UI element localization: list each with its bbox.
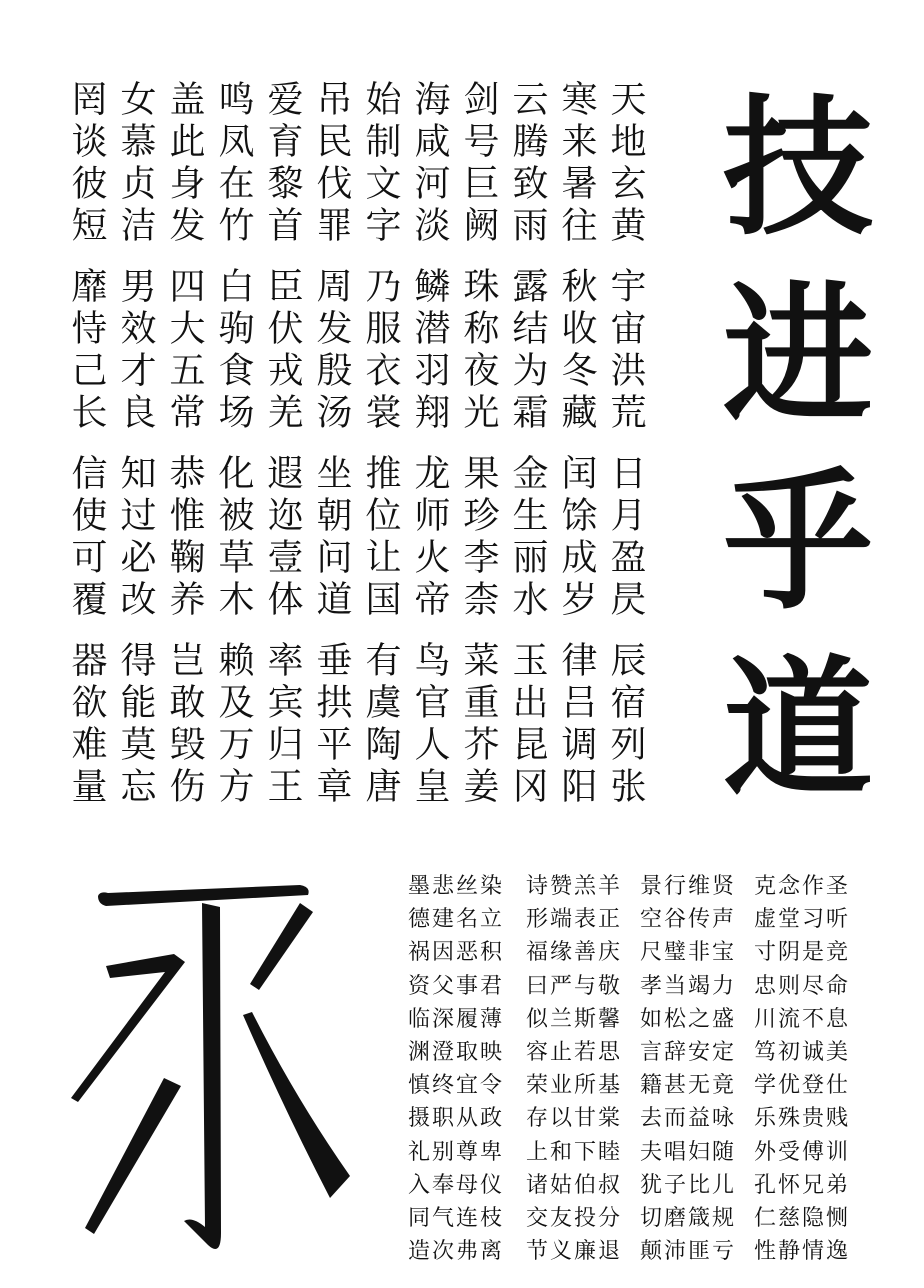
verse-phrase: 上和下睦 bbox=[526, 1139, 623, 1165]
phrase: 金生丽水 bbox=[507, 454, 548, 622]
glyph-stroke-left-turn bbox=[71, 954, 185, 1102]
phrase: 始制文字 bbox=[360, 80, 401, 248]
phrase: 云腾致雨 bbox=[507, 80, 548, 248]
verse-phrase: 似兰斯馨 bbox=[526, 1006, 623, 1032]
phrase: 果珍李柰 bbox=[458, 454, 499, 622]
verse-phrase: 忠则尽命 bbox=[754, 973, 851, 999]
phrase: 垂拱平章 bbox=[311, 641, 352, 809]
verse-phrase: 墨悲丝染 bbox=[408, 874, 505, 899]
verse-phrase: 夫唱妇随 bbox=[640, 1139, 737, 1165]
verse-phrase: 临深履薄 bbox=[408, 1006, 505, 1032]
verse-phrase: 虚堂习听 bbox=[754, 907, 851, 933]
text-column bbox=[552, 80, 601, 828]
verse-line bbox=[408, 1202, 868, 1235]
verse-phrase: 言辞安定 bbox=[640, 1039, 737, 1065]
verse-phrase: 资父事君 bbox=[408, 973, 505, 999]
glyph-stroke-left-sweep bbox=[85, 1078, 181, 1234]
verse-phrase: 德建名立 bbox=[408, 907, 505, 933]
verse-phrase: 节义廉退 bbox=[526, 1239, 623, 1265]
verse-phrase: 犹子比儿 bbox=[640, 1172, 737, 1198]
phrase: 秋收冬藏 bbox=[556, 267, 597, 435]
verse-phrase: 颠沛匪亏 bbox=[640, 1239, 737, 1265]
verse-phrase: 礼别尊卑 bbox=[408, 1139, 505, 1165]
text-column bbox=[454, 80, 503, 828]
verse-phrase: 入奉母仪 bbox=[408, 1172, 505, 1198]
glyph-stroke-center-hook bbox=[184, 903, 221, 1249]
phrase: 四大五常 bbox=[164, 267, 205, 435]
phrase: 日月盈昃 bbox=[605, 454, 646, 622]
phrase: 赖及万方 bbox=[213, 641, 254, 809]
phrase: 鳞潜羽翔 bbox=[409, 267, 450, 435]
verse-phrase: 摄职从政 bbox=[408, 1106, 505, 1132]
verse-phrase: 孝当竭力 bbox=[640, 973, 737, 999]
phrase: 信使可覆 bbox=[66, 454, 107, 622]
verse-phrase: 慎终宜令 bbox=[408, 1073, 505, 1099]
verse-line bbox=[408, 903, 868, 936]
verse-line bbox=[408, 1169, 868, 1202]
verse-phrase: 寸阴是竞 bbox=[754, 940, 851, 966]
text-column bbox=[62, 80, 111, 828]
verse-line bbox=[408, 1235, 868, 1268]
verse-phrase: 存以甘棠 bbox=[526, 1106, 623, 1132]
phrase: 天地玄黄 bbox=[605, 80, 646, 248]
verse-phrase: 切磨箴规 bbox=[640, 1205, 737, 1231]
text-column bbox=[209, 80, 258, 828]
verse-phrase: 外受傅训 bbox=[754, 1139, 851, 1165]
text-column bbox=[258, 80, 307, 828]
verse-phrase: 容止若思 bbox=[526, 1039, 623, 1065]
phrase: 剑号巨阙 bbox=[458, 80, 499, 248]
verse-phrase: 诸姑伯叔 bbox=[526, 1172, 623, 1198]
phrase: 推位让国 bbox=[360, 454, 401, 622]
verse-phrase: 如松之盛 bbox=[640, 1006, 737, 1032]
glyph-stroke-right-sweep bbox=[243, 1012, 350, 1198]
verse-line bbox=[408, 1136, 868, 1169]
phrase: 靡恃己长 bbox=[66, 267, 107, 435]
verse-phrase: 笃初诚美 bbox=[754, 1039, 851, 1065]
phrase: 菜重芥姜 bbox=[458, 641, 499, 809]
verse-line bbox=[408, 870, 868, 903]
phrase: 鸣凤在竹 bbox=[213, 80, 254, 248]
phrase: 露结为霜 bbox=[507, 267, 548, 435]
phrase: 率宾归王 bbox=[262, 641, 303, 809]
verse-phrase: 造次弗离 bbox=[408, 1239, 505, 1265]
verse-line bbox=[408, 1102, 868, 1135]
verse-line bbox=[408, 1069, 868, 1102]
verse-phrase: 同气连枝 bbox=[408, 1205, 505, 1231]
verse-phrase: 曰严与敬 bbox=[526, 973, 623, 999]
verse-phrase: 籍甚无竟 bbox=[640, 1073, 737, 1099]
phrase: 吊民伐罪 bbox=[311, 80, 352, 248]
verse-phrase: 交友投分 bbox=[526, 1205, 623, 1231]
verse-line bbox=[408, 1003, 868, 1036]
verse-phrase: 乐殊贵贱 bbox=[754, 1106, 851, 1132]
text-column bbox=[405, 80, 454, 828]
phrase: 有虞陶唐 bbox=[360, 641, 401, 809]
verse-phrase: 荣业所基 bbox=[526, 1073, 623, 1099]
thousand-character-grid bbox=[62, 80, 650, 828]
phrase: 海咸河淡 bbox=[409, 80, 450, 248]
phrase: 寒来暑往 bbox=[556, 80, 597, 248]
phrase: 化被草木 bbox=[213, 454, 254, 622]
decorative-glyph bbox=[60, 865, 370, 1265]
phrase: 岂敢毁伤 bbox=[164, 641, 205, 809]
verse-phrase: 诗赞羔羊 bbox=[526, 874, 623, 899]
verse-phrase: 性静情逸 bbox=[754, 1239, 851, 1265]
phrase: 乃服衣裳 bbox=[360, 267, 401, 435]
text-column bbox=[111, 80, 160, 828]
phrase: 恭惟鞠养 bbox=[164, 454, 205, 622]
verse-phrase: 祸因恶积 bbox=[408, 940, 505, 966]
phrase: 坐朝问道 bbox=[311, 454, 352, 622]
phrase: 白驹食场 bbox=[213, 267, 254, 435]
verse-phrase: 形端表正 bbox=[526, 907, 623, 933]
phrase: 龙师火帝 bbox=[409, 454, 450, 622]
verse-line bbox=[408, 970, 868, 1003]
phrase: 盖此身发 bbox=[164, 80, 205, 248]
verse-phrase: 渊澄取映 bbox=[408, 1039, 505, 1065]
verse-phrase: 学优登仕 bbox=[754, 1073, 851, 1099]
verse-line bbox=[408, 1036, 868, 1069]
glyph-stroke-right-short bbox=[250, 903, 313, 990]
verse-phrase: 川流不息 bbox=[754, 1006, 851, 1032]
phrase: 闰馀成岁 bbox=[556, 454, 597, 622]
phrase: 玉出昆冈 bbox=[507, 641, 548, 809]
vertical-title: 技进乎道 bbox=[697, 88, 873, 836]
verses-block bbox=[408, 870, 868, 1268]
verse-phrase: 仁慈隐恻 bbox=[754, 1205, 851, 1231]
glyph-stroke-top-bar bbox=[98, 885, 309, 906]
phrase: 宇宙洪荒 bbox=[605, 267, 646, 435]
verse-line bbox=[408, 936, 868, 969]
phrase: 器欲难量 bbox=[66, 641, 107, 809]
phrase: 遐迩壹体 bbox=[262, 454, 303, 622]
text-column bbox=[307, 80, 356, 828]
text-column bbox=[160, 80, 209, 828]
phrase: 知过必改 bbox=[115, 454, 156, 622]
phrase: 珠称夜光 bbox=[458, 267, 499, 435]
verse-phrase: 福缘善庆 bbox=[526, 940, 623, 966]
phrase: 得能莫忘 bbox=[115, 641, 156, 809]
verse-phrase: 去而益咏 bbox=[640, 1106, 737, 1132]
verse-phrase: 克念作圣 bbox=[754, 874, 851, 899]
verse-phrase: 孔怀兄弟 bbox=[754, 1172, 851, 1198]
phrase: 辰宿列张 bbox=[605, 641, 646, 809]
phrase: 男效才良 bbox=[115, 267, 156, 435]
verse-phrase: 空谷传声 bbox=[640, 907, 737, 933]
phrase: 周发殷汤 bbox=[311, 267, 352, 435]
text-column bbox=[356, 80, 405, 828]
phrase: 罔谈彼短 bbox=[66, 80, 107, 248]
phrase: 女慕贞洁 bbox=[115, 80, 156, 248]
verse-phrase: 尺璧非宝 bbox=[640, 940, 737, 966]
phrase: 律吕调阳 bbox=[556, 641, 597, 809]
verse-phrase: 景行维贤 bbox=[640, 874, 737, 899]
phrase: 臣伏戎羌 bbox=[262, 267, 303, 435]
phrase: 爱育黎首 bbox=[262, 80, 303, 248]
text-column bbox=[503, 80, 552, 828]
phrase: 鸟官人皇 bbox=[409, 641, 450, 809]
text-column bbox=[601, 80, 650, 828]
